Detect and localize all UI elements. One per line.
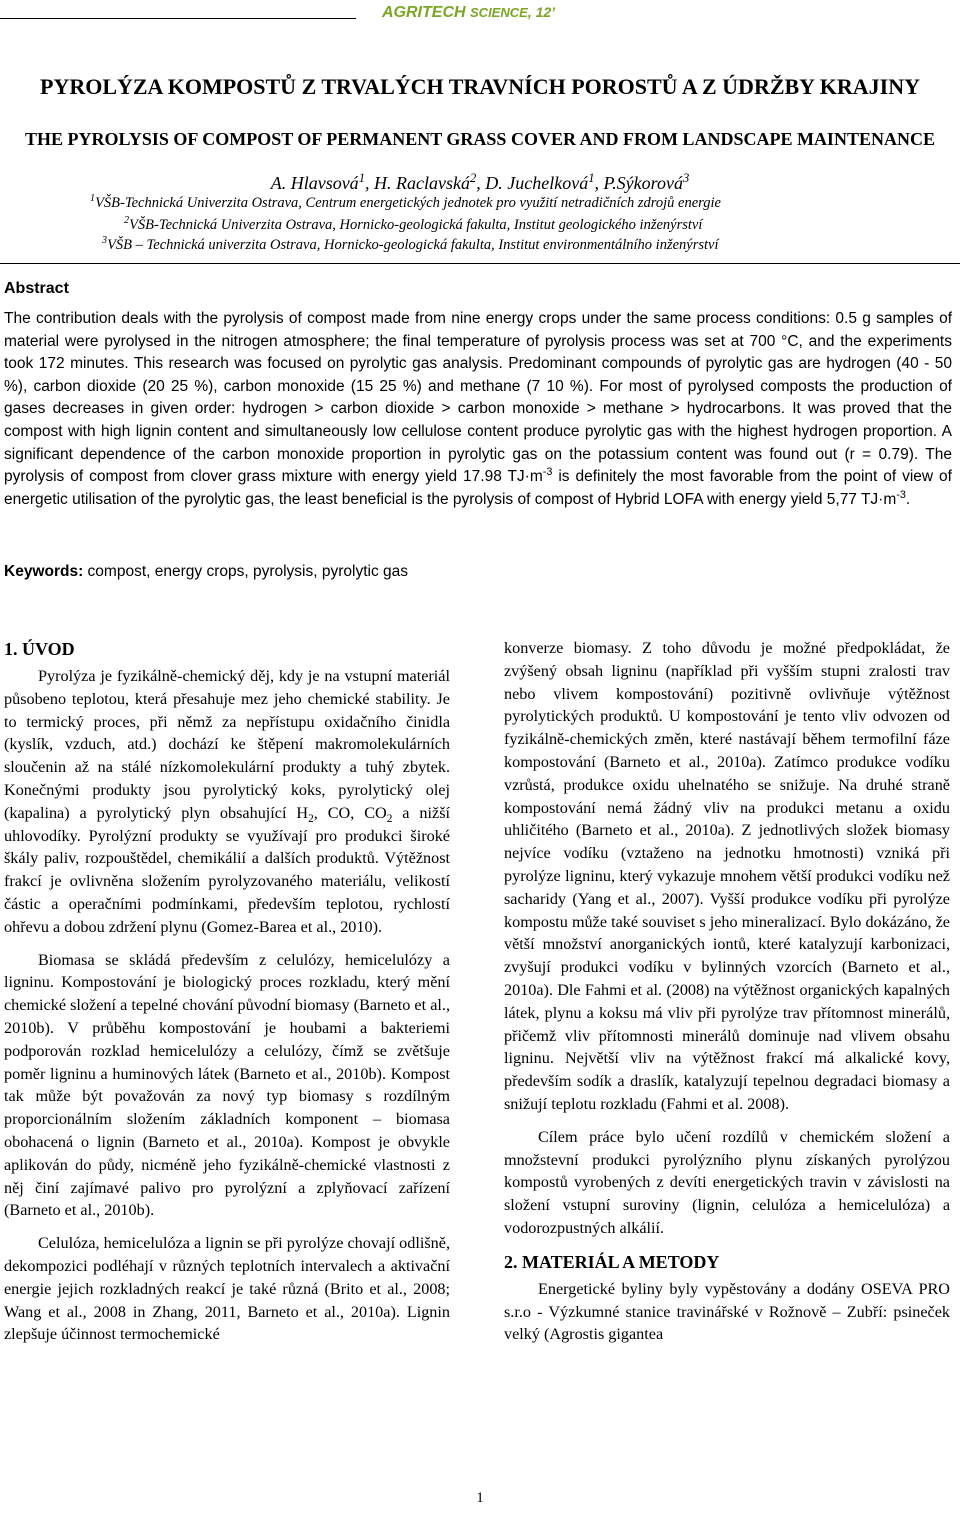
title-english: THE PYROLYSIS OF COMPOST OF PERMANENT GRASS COVER AND FROM LANDSCAPE MAINTENANCE xyxy=(25,129,935,149)
subscript: 2 xyxy=(308,813,314,826)
paragraph: Celulóza, hemicelulóza a lignin se při pyrolýze chovají odlišně, dekompozici podléhají v různých teplotních intervalech a aktivační energie jejich rozkladných reakcí je také různá (Brito et al., 2008; Wang et al., 2008 in Zhang, 2011, Barneto et al., 2010a). Lignin zlepšuje účinnost termochemické xyxy=(4,1234,450,1344)
author-name: H. Raclavská xyxy=(373,173,470,193)
section-heading-intro: 1. ÚVOD xyxy=(4,639,75,659)
affiliation-2 xyxy=(124,215,702,235)
keywords-line xyxy=(4,563,408,581)
author-aff: 1 xyxy=(588,171,595,185)
abstract-sup: -3 xyxy=(896,488,906,501)
author-name: P.Sýkorová xyxy=(603,173,683,193)
paragraph-text: Pyrolýza je fyzikálně-chemický děj, kdy je na vstupní materiál působeno teplotou, která přesahuje mez jeho chemické stability. Je to termický proces, při němž za nepřístupu oxidačního činidla (kyslík, vzduch, atd.) dochází ke štěpení makromolekulárních sloučenin až na stálé nízkomolekulární produkty a tuhý zbytek. Konečnými produkty jsou pyrolytický koks, pyrolytický olej (kapalina) a pyrolytický plyn obsahující H xyxy=(4,667,450,822)
affiliation-text: VŠB – Technická univerzita Ostrava, Hornicko-geologická fakulta, Institut environmentálního inženýrství xyxy=(107,237,719,253)
affiliation-1 xyxy=(90,193,721,213)
affiliation-3 xyxy=(102,235,719,255)
author-aff: 3 xyxy=(682,171,690,185)
paragraph-text: a nižší uhlovodíky. Pyrolýzní produkty se využívají pro produkci široké škály paliv, rozpouštědel, chemikálií a dalších produktů. Výtěžnost frakcí je ovlivněna složením pyrolyzovaného materiálu, velikostí částic a operačními podmínkami, především teplotou, rychlostí ohřevu a dobou zdržení plynu (Gomez-Barea et al., 2010). xyxy=(4,803,450,936)
affiliation-num: 2 xyxy=(124,215,130,227)
right-column xyxy=(504,637,950,1346)
paragraph: Biomasa se skládá především z celulózy, hemicelulózy a ligninu. Kompostování je biologický proces rozkladu, který mění chemické složení a tepelné chování původní biomasy (Barneto et al., 2010b). V průběhu kompostování je houbami a bakteriemi podporován rozklad hemicelulózy a celulózy, čímž se zvětšuje poměr ligninu a huminových látek (Barneto et al., 2010b). Kompost tak může být považován za nový typ biomasy s rozdílným proporcionálním složením základních komponent – biomasa obohacená o lignin (Barneto et al., 2010a). Kompost je obvykle aplikován do půdy, nicméně jeho fyzikálně-chemické vlastnosti z něj činí zajímavé palivo pro pyrolýzní a zplyňovací zařízení (Barneto et al., 2010b). xyxy=(4,950,450,1220)
section-rule xyxy=(0,263,960,264)
header-rule xyxy=(0,18,356,19)
abstract-heading: Abstract xyxy=(4,280,69,297)
paragraph: Energetické byliny byly vypěstovány a dodány OSEVA PRO s.r.o - Výzkumné stanice travinářské v Rožnově – Zubří: psineček velký (Agrostis gigantea xyxy=(504,1279,950,1344)
journal-section: SCIENCE xyxy=(470,5,528,20)
paragraph: Cílem práce bylo učení rozdílů v chemickém složení a množstevní produkci pyrolýzního plynu získaných pyrolýzou kompostů vyrobených z devíti energetických travin v závislosti na složení vstupní suroviny (lignin, celulóza a hemicelulóza) a vodorozpustných alkálií. xyxy=(504,1127,950,1237)
page-number: 1 xyxy=(476,1490,484,1506)
abstract-body xyxy=(4,308,952,511)
abstract-text: is definitely the most favorable from the point of view of energetic utilisation of the pyrolytic gas, the least beneficial is the pyrolysis of compost of Hybrid LOFA with energy yield 5,77 TJ·m xyxy=(4,468,952,508)
subscript: 2 xyxy=(386,813,393,826)
paragraph xyxy=(4,665,450,939)
paragraph-text: , CO, CO xyxy=(313,803,387,822)
affiliation-num: 1 xyxy=(90,193,96,205)
author-name: D. Juchelková xyxy=(485,173,589,193)
abstract-text: The contribution deals with the pyrolysis of compost made from nine energy crops under the same process conditions: 0.5 g samples of material were pyrolysed in the nitrogen atmosphere; the final temperature of pyrolysis process was set at 700 °C, and the experiments took 172 minutes. This research was focused on pyrolytic gas analysis. Predominant compounds of pyrolytic gas are hydrogen (40 - 50 %), carbon dioxide (20 25 %), carbon monoxide (15 25 %) and methane (7 10 %). For most of pyrolysed composts the production of gases decreases in given order: hydrogen > carbon dioxide > carbon monoxide > methane > hydrocarbons. It was proved that the compost with high lignin content and simultaneously low cellulose content produce pyrolytic gas with the highest hydrogen proportion. A significant dependence of the carbon monoxide proportion in pyrolytic gas on the potassium content was found out (r = 0.79). The pyrolysis of compost from clover grass mixture with energy yield 17.98 TJ·m xyxy=(4,310,952,486)
author-aff: 1 xyxy=(358,171,365,185)
affiliation-num: 3 xyxy=(102,235,108,247)
paragraph: konverze biomasy. Z toho důvodu je možné předpokládat, že zvýšený obsah ligninu (například při vyšším stupni zralosti trav nebo vlivem kompostování) pozitivně ovlivňuje výtěžnost pyrolytických produktů. U kompostování je tento vliv odvozen od fyzikálně-chemických změn, které nastávají během termofilní fáze kompostování (Barneto et al., 2010a). Zatímco produkce vodíku vzrůstá, produkce oxidu uhelnatého se snižuje. Na druhé straně kompostování nemá žádný vliv na produkci metanu a oxidu uhličitého (Barneto et al., 2010a). Z jednotlivých složek biomasy nejvíce vodíku (vztaženo na jednotku hmotnosti) vzniká při pyrolýze ligninu, který vykazuje mnohem větší produkci vodíku než sacharidy (Yang et al., 2007). Vyšší produkce vodíku při pyrolýze kompostu může také souviset s jeho mineralizací. Bylo dokázáno, že větší množství anorganických iontů, které katalyzují karbonizaci, zvyšují produkci vodíku v bylinných vzorcích (Barneto et al., 2010a). Dle Fahmi et al. (2008) na výtěžnost organických kapalných látek, plynu a koksu má vliv při pyrolýze trav přítomnost minerálů, přičemž vliv přítomnosti minerálů dominuje nad vlivem obsahu ligninu. Největší vliv na výtěžnost frakcí má alkalické kovy, především sodík a draslík, katalyzují tepelnou degradaci biomasy a snižují teplotu rozkladu (Fahmi et al. 2008). xyxy=(504,639,950,1113)
left-column xyxy=(4,637,450,1346)
author-aff: 2 xyxy=(469,171,477,185)
section-heading-methods: 2. MATERIÁL A METODY xyxy=(504,1251,720,1272)
journal-issue: , 12’ xyxy=(527,4,556,20)
abstract-sup: -3 xyxy=(542,466,553,478)
affiliation-text: VŠB-Technická Univerzita Ostrava, Hornicko-geologická fakulta, Institut geologického inženýrství xyxy=(129,217,703,233)
keywords-label: Keywords: xyxy=(4,563,84,580)
author-name: A. Hlavsová xyxy=(270,173,359,193)
authors-line: A. Hlavsová$^1$, H. Raclavská$^2$, D. Juchelková$^1$, P.Sýkorová$^3$ xyxy=(270,171,690,193)
journal-brand: AGRITECH xyxy=(382,4,466,21)
affiliation-text: VŠB-Technická Univerzita Ostrava, Centrum energetických jednotek pro využití netradičních zdrojů energie xyxy=(95,195,721,211)
keywords-text: compost, energy crops, pyrolysis, pyrolytic gas xyxy=(83,563,409,580)
abstract-text: . xyxy=(905,490,911,508)
journal-header xyxy=(382,4,555,22)
title-czech: PYROLÝZA KOMPOSTŮ Z TRVALÝCH TRAVNÍCH POROSTŮ A Z ÚDRŽBY KRAJINY xyxy=(40,74,920,99)
